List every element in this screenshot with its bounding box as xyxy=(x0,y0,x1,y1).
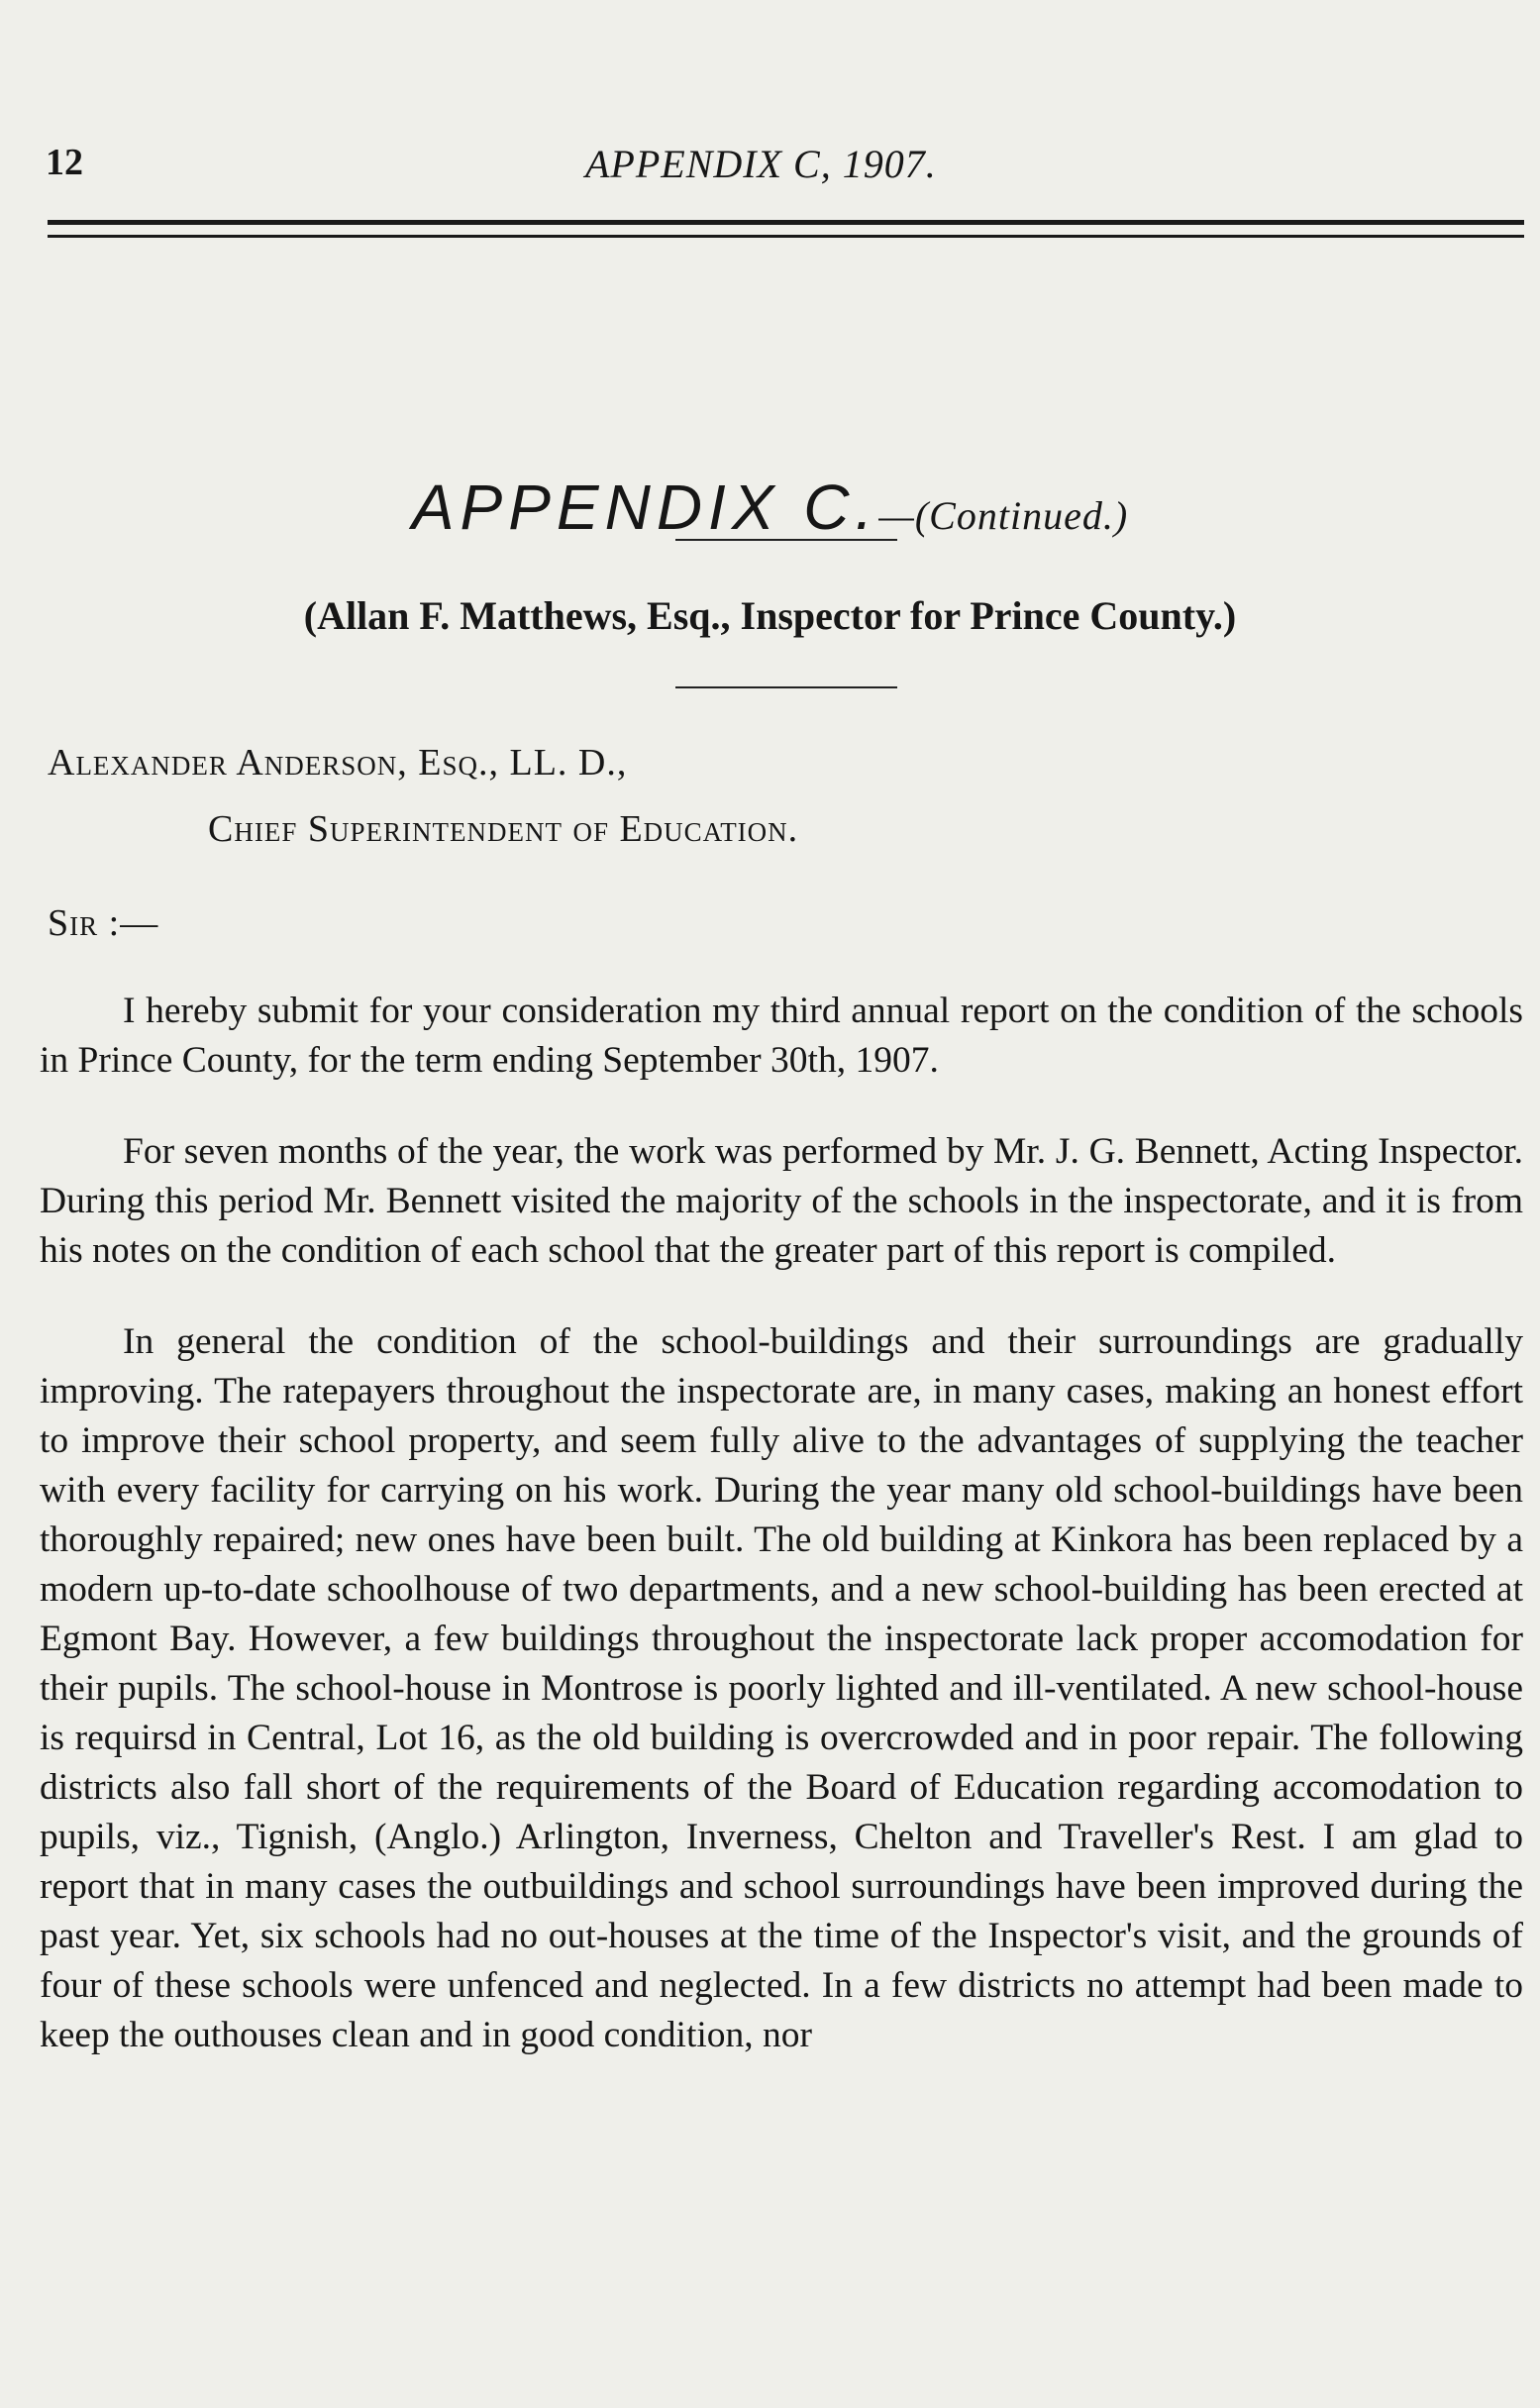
running-head xyxy=(46,141,1520,200)
header-double-rule xyxy=(48,220,1524,238)
addressee-line: Alexander Anderson, Esq., LL. D., xyxy=(48,742,628,784)
paragraph-2: For seven months of the year, the work was performed by Mr. J. G. Bennett, Acting Inspector. During this period Mr. Bennett visited the majority of the schools in the inspectorate, and it is from his notes on the condition of each school that the greater part of this report is compiled. xyxy=(40,1131,1523,1271)
running-title: APPENDIX C, 1907. xyxy=(585,142,937,186)
main-title-text: APPENDIX C. xyxy=(411,471,879,543)
subtitle: (Allan F. Matthews, Esq., Inspector for Prince County.) xyxy=(303,593,1237,638)
subtitle-divider xyxy=(675,686,897,688)
title-divider xyxy=(675,539,897,541)
paragraph-1: I hereby submit for your consideration my third annual report on the condition of the schools in Prince County, for the term ending September 30th, 1907. xyxy=(40,991,1523,1081)
page-number: 12 xyxy=(46,142,83,183)
continued-label: —(Continued.) xyxy=(878,492,1129,538)
main-title xyxy=(0,471,1540,544)
greeting: Sir :— xyxy=(48,902,159,944)
report-body xyxy=(40,987,1523,2102)
paragraph-3: In general the condition of the school-buildings and their surroundings are gradually improving. The ratepayers throughout the inspectorate are, in many cases, making an honest effort to improve their school property, and seem fully alive to the advantages of supplying the teacher with every facility for carrying on his work. During the year many old school-buildings have been thoroughly repaired; new ones have been built. The old building at Kinkora has been replaced by a modern up-to-date schoolhouse of two departments, and a new school-building has been erected at Egmont Bay. However, a few buildings throughout the inspectorate lack proper accomodation for their pupils. The school-house in Montrose is poorly lighted and ill-ventilated. A new school-house is requirsd in Central, Lot 16, as the old building is overcrowded and in poor repair. The following districts also fall short of the requirements of the Board of Education regarding accomodation to pupils, viz., Tignish, (Anglo.) Arlington, Inverness, Chelton and Traveller's Rest. I am glad to report that in many cases the outbuildings and school surroundings have been improved during the past year. Yet, six schools had no out-houses at the time of the Inspector's visit, and the grounds of four of these schools were unfenced and neglected. In a few districts no attempt had been made to keep the outhouses clean and in good condition, nor xyxy=(40,1321,1523,2055)
addressee-title-line: Chief Superintendent of Education. xyxy=(208,808,799,850)
